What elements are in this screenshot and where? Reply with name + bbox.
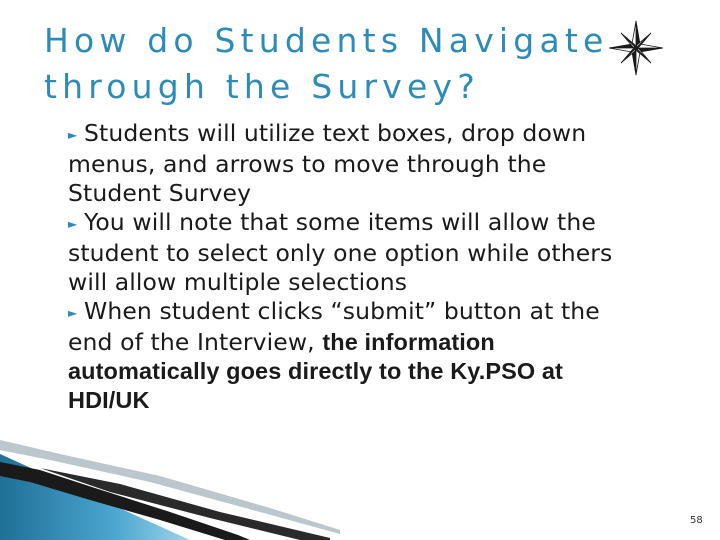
bullet-item-2 bbox=[68, 208, 688, 297]
bullet-2-line-1: You will note that some items will allow the bbox=[84, 208, 596, 236]
bullet-3-line-2-bold: the information bbox=[322, 329, 495, 355]
title-line-2: through the Survey? bbox=[44, 67, 480, 106]
bullet-arrow-icon: ► bbox=[68, 306, 78, 320]
bullet-item-1 bbox=[68, 119, 688, 208]
bullet-3-line-4-bold: HDI/UK bbox=[68, 387, 150, 413]
slide-title bbox=[44, 18, 609, 110]
compass-rose-icon bbox=[604, 18, 668, 78]
bullet-2-line-3: will allow multiple selections bbox=[68, 268, 408, 296]
bullet-3-line-3-bold: automatically goes directly to the Ky.PSO at bbox=[68, 358, 563, 384]
bullet-item-3 bbox=[68, 297, 688, 415]
title-line-1: How do Students Navigate bbox=[44, 21, 609, 60]
page-number: 58 bbox=[690, 515, 703, 526]
decorative-swoosh bbox=[0, 440, 340, 540]
bullet-arrow-icon: ► bbox=[68, 128, 78, 142]
bullet-3-line-1: When student clicks “submit” button at the bbox=[84, 297, 600, 325]
bullet-3-line-2-plain: end of the Interview, bbox=[68, 328, 323, 356]
bullet-arrow-icon: ► bbox=[68, 217, 78, 231]
bullet-list bbox=[68, 119, 688, 415]
bullet-1-line-3: Student Survey bbox=[68, 179, 252, 207]
bullet-2-line-2: student to select only one option while others bbox=[68, 239, 613, 267]
bullet-1-line-1: Students will utilize text boxes, drop down bbox=[84, 119, 587, 147]
bullet-1-line-2: menus, and arrows to move through the bbox=[68, 150, 547, 178]
